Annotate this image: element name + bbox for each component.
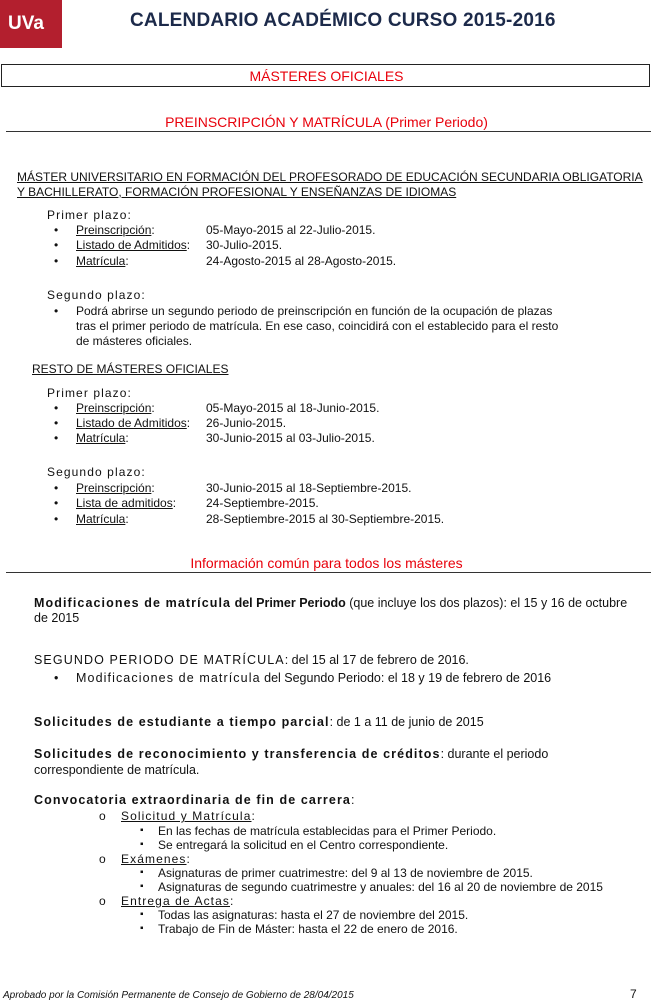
section-title: MÁSTERES OFICIALES: [249, 68, 404, 84]
item-label: Listado de Admitidos: [76, 238, 187, 252]
item-value: 26-Junio-2015.: [206, 416, 287, 430]
item-value: 28-Septiembre-2015 al 30-Septiembre-2015.: [206, 512, 445, 526]
item-label: Matrícula: [76, 431, 126, 445]
common-title: Información común para todos los másteres: [190, 555, 463, 571]
list-item: ▪ En las fechas de matrícula establecidas para el Primer Periodo.: [158, 824, 496, 838]
list-item: [76, 496, 319, 510]
item-label: Lista de admitidos: [76, 496, 173, 510]
examenes-label: Exámenes: [121, 852, 187, 866]
modificaciones-line2: de 2015: [34, 611, 80, 625]
list-item: [76, 512, 444, 526]
segundo-mod-b: del Segundo Periodo: el 18 y 19 de febrero de 2016: [260, 671, 552, 685]
item-sep: :: [151, 481, 155, 495]
segundo-text-line3: de másteres oficiales.: [76, 334, 193, 348]
reco-line2: correspondiente de matrícula.: [34, 763, 200, 777]
page-number: 7: [630, 987, 637, 1001]
conv-colon: :: [350, 793, 355, 807]
segundo-periodo-line: [34, 653, 469, 667]
item-sep: :: [186, 416, 191, 430]
master-fp-title-line2: Y BACHILLERATO, FORMACIÓN PROFESIONAL Y ENSEÑANZAS DE IDIOMAS: [17, 185, 457, 199]
item-sep: :: [125, 431, 129, 445]
modificaciones-line1: [34, 596, 627, 610]
uva-logo: UVa: [0, 0, 62, 48]
reco-rest: : durante el periodo: [440, 747, 549, 761]
list-item: [76, 254, 396, 268]
item-label: Preinscripción: [76, 481, 152, 495]
list-item: ▪ Todas las asignaturas: hasta el 27 de noviembre del 2015.: [158, 908, 468, 922]
solicitud-label: Solicitud y Matrícula: [121, 809, 252, 823]
master-fp-title-line1: MÁSTER UNIVERSITARIO EN FORMACIÓN DEL PROFESORADO DE EDUCACIÓN SECUNDARIA OBLIGATORIA: [17, 170, 643, 184]
segundo-mod-a: Modificaciones de matrícula: [76, 671, 261, 685]
list-item: [76, 431, 375, 445]
segundo-mod-line: [76, 671, 551, 685]
primer-plazo-label: Primer plazo:: [47, 208, 132, 222]
list-item: [76, 238, 282, 252]
list-item: [76, 481, 411, 495]
item-value: 30-Junio-2015 al 03-Julio-2015.: [206, 431, 375, 445]
item-sep: :: [151, 401, 155, 415]
reco-title: Solicitudes de reconocimiento y transferencia de créditos: [34, 747, 441, 761]
examenes-heading: o Exámenes:: [121, 852, 190, 866]
item-sep: :: [151, 223, 155, 237]
subsection-title: PREINSCRIPCIÓN Y MATRÍCULA (Primer Periodo): [165, 114, 488, 130]
item-label: Matrícula: [76, 254, 126, 268]
item-value: 30-Julio-2015.: [206, 238, 283, 252]
solicitud-heading: o Solicitud y Matrícula:: [121, 809, 255, 823]
parcial-line: [34, 715, 484, 729]
item-value: 24-Agosto-2015 al 28-Agosto-2015.: [206, 254, 397, 268]
segundo-text-line1: • Podrá abrirse un segundo periodo de preinscripción en función de la ocupación de plazas: [76, 304, 552, 318]
mod-b: del Primer Periodo: [231, 596, 346, 610]
list-item: [76, 223, 375, 237]
mod-a: Modificaciones de matrícula: [34, 596, 232, 610]
item-label: Preinscripción: [76, 401, 152, 415]
divider: [6, 572, 651, 573]
segundo-rest: : del 15 al 17 de febrero de 2016.: [284, 653, 469, 667]
mod-c: (que incluye los dos plazos): el 15 y 16 de octubre: [345, 596, 628, 610]
item-label: Preinscripción: [76, 223, 152, 237]
list-item: ▪ Se entregará la solicitud en el Centro correspondiente.: [158, 838, 448, 852]
parcial-rest: : de 1 a 11 de junio de 2015: [329, 715, 484, 729]
item-sep: :: [125, 254, 129, 268]
list-item: ▪ Asignaturas de primer cuatrimestre: del 9 al 13 de noviembre de 2015.: [158, 866, 533, 880]
item-label: Matrícula: [76, 512, 126, 526]
item-sep: :: [125, 512, 129, 526]
actas-label: Entrega de Actas: [121, 894, 230, 908]
list-item: [76, 416, 286, 430]
conv-line: [34, 793, 354, 807]
item-sep: :: [172, 496, 177, 510]
item-label: Listado de Admitidos: [76, 416, 187, 430]
primer-plazo-label: Primer plazo:: [47, 386, 132, 400]
item-value: 05-Mayo-2015 al 18-Junio-2015.: [206, 401, 380, 415]
reco-line1: [34, 747, 548, 761]
segundo-plazo-label: Segundo plazo:: [47, 465, 146, 479]
list-item: ▪ Asignaturas de segundo cuatrimestre y anuales: del 16 al 20 de noviembre de 2015: [158, 880, 603, 894]
item-sep: :: [186, 238, 191, 252]
segundo-text-line2: tras el primer periodo de matrícula. En ese caso, coincidirá con el establecido para el resto: [76, 319, 559, 333]
list-item: ▪ Trabajo de Fin de Máster: hasta el 22 de enero de 2016.: [158, 922, 458, 936]
segundo-plazo-label: Segundo plazo:: [47, 288, 146, 302]
list-item: [76, 401, 379, 415]
item-value: 30-Junio-2015 al 18-Septiembre-2015.: [206, 481, 412, 495]
divider: [6, 131, 651, 132]
parcial-title: Solicitudes de estudiante a tiempo parcial: [34, 715, 330, 729]
page-title: CALENDARIO ACADÉMICO CURSO 2015-2016: [130, 10, 556, 31]
item-value: 05-Mayo-2015 al 22-Julio-2015.: [206, 223, 376, 237]
resto-title: RESTO DE MÁSTERES OFICIALES: [32, 362, 229, 376]
conv-title: Convocatoria extraordinaria de fin de carrera: [34, 793, 351, 807]
footer-note: Aprobado por la Comisión Permanente de Consejo de Gobierno de 28/04/2015: [3, 990, 354, 1001]
segundo-title: SEGUNDO PERIODO DE MATRÍCULA: [34, 653, 285, 667]
actas-heading: o Entrega de Actas:: [121, 894, 233, 908]
item-value: 24-Septiembre-2015.: [206, 496, 319, 510]
